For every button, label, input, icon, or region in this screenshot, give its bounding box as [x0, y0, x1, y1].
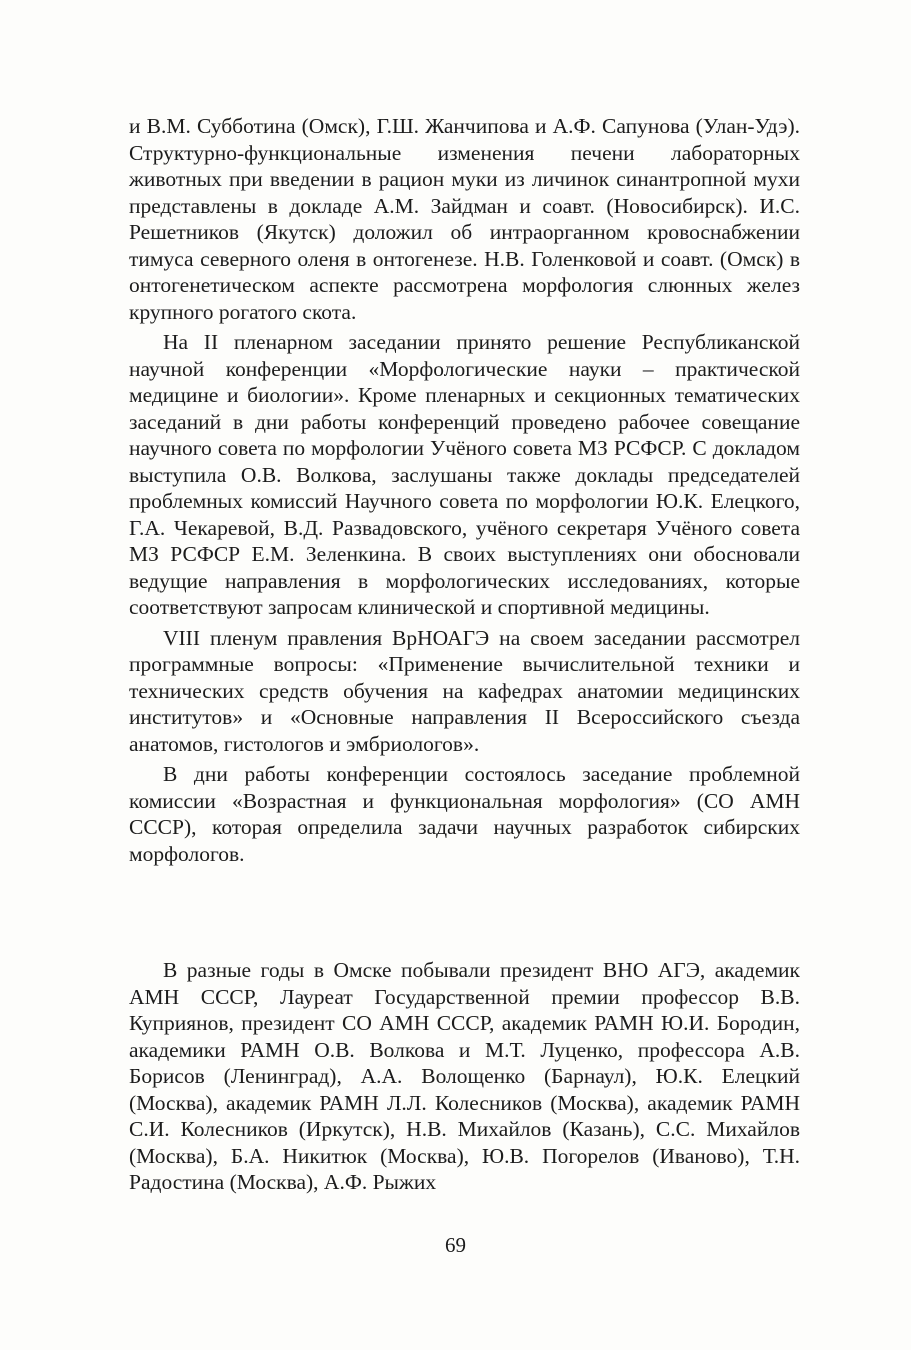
paragraph-visitors: В разные годы в Омске побывали президент ВНО АГЭ, академик АМН СССР, Лауреат Государственной премии профессор В.В. Куприянов, президент СО АМН СССР, академик РАМН Ю.И. Бородин, академики РАМН О.В. Волкова и М.Т. Луценко, профессора А.В. Борисов (Ленинград), А.А. Волощенко (Барнаул), Ю.К. Елецкий (Москва), академик РАМН Л.Л. Колесников (Москва), академик РАМН С.И. Колесников (Иркутск), Н.В. Михайлов (Казань), С.С. Михайлов (Москва), Б.А. Никитюк (Москва), Ю.В. Погорелов (Иваново), Т.Н. Радостина (Москва), А.Ф. Рыжих	[129, 958, 800, 1194]
paragraph-plenum: VIII пленум правления ВрНОАГЭ на своем заседании рассмотрел программные вопросы: «Применение вычислительной техники и технических средств обучения на кафедрах анатомии медицинских институтов» и «Основные направления II Всероссийского съезда анатомов, гистологов и эмбриологов».	[129, 625, 800, 756]
body-text-top	[129, 113, 800, 867]
paragraph-continuation: и В.М. Субботина (Омск), Г.Ш. Жанчипова и А.Ф. Сапунова (Улан-Удэ). Структурно-функциональные изменения печени лабораторных животных при введении в рацион муки из личинок синантропной мухи представлены в докладе А.М. Зайдман и соавт. (Новосибирск). И.С. Решетников (Якутск) доложил об интраорганном кровоснабжении тимуса северного оленя в онтогенезе. Н.В. Голенковой и соавт. (Омск) в онтогенетическом аспекте рассмотрена морфология слюнных желез крупного рогатого скота.	[129, 114, 800, 324]
paragraph-commission: В дни работы конференции состоялось заседание проблемной комиссии «Возрастная и функциональная морфология» (СО АМН СССР), которая определила задачи научных разработок сибирских морфологов.	[129, 762, 800, 866]
page-number: 69	[445, 1233, 466, 1257]
body-text-bottom	[129, 957, 800, 1196]
paragraph-plenary-session: На II пленарном заседании принято решение Республиканской научной конференции «Морфологические науки – практической медицине и биологии». Кроме пленарных и секционных тематических заседаний в дни работы конференций проведено рабочее совещание научного совета по морфологии Учёного совета МЗ РСФСР. С докладом выступила О.В. Волкова, заслушаны также доклады председателей проблемных комиссий Научного совета по морфологии Ю.К. Елецкого, Г.А. Чекаревой, В.Д. Развадовского, учёного секретаря Учёного совета МЗ РСФСР Е.М. Зеленкина. В своих выступлениях они обосновали ведущие направления в морфологических исследованиях, которые соответствуют запросам клинической и спортивной медицины.	[129, 330, 800, 619]
